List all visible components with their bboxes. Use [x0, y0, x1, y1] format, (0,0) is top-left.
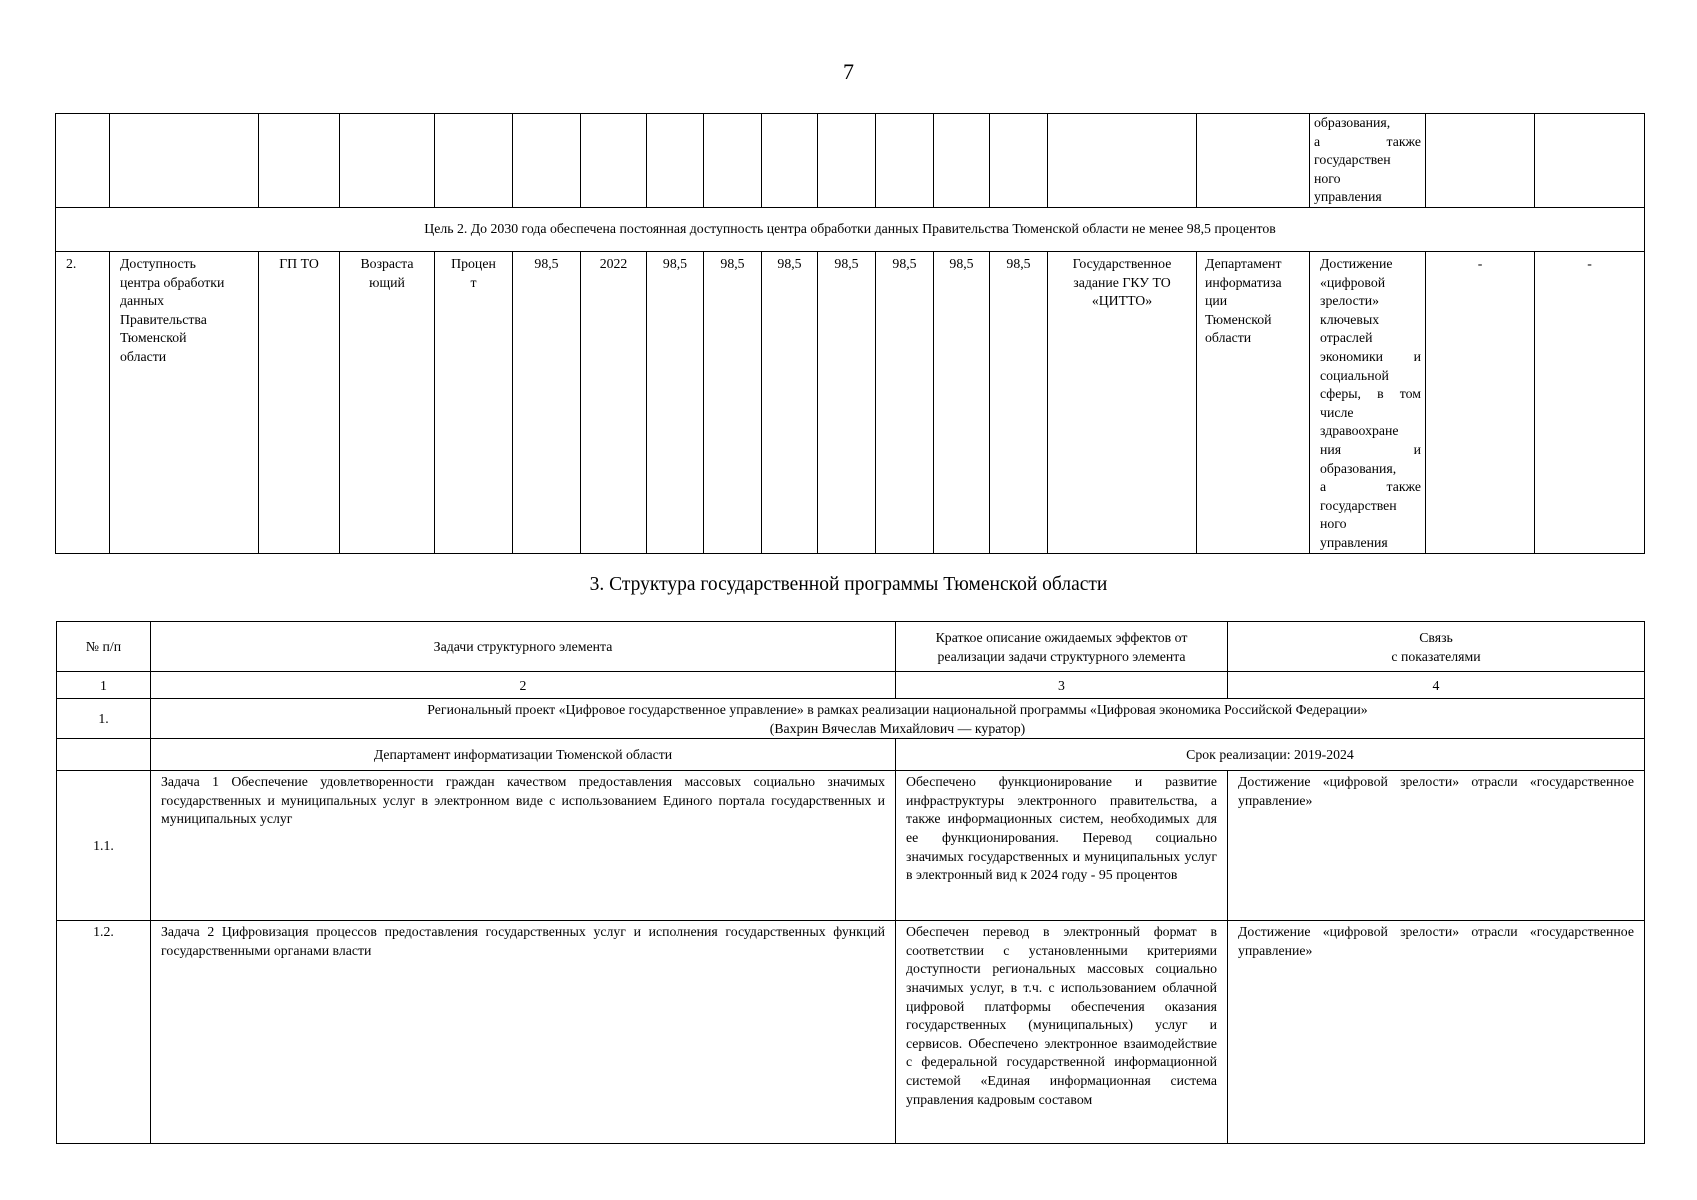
task-effect-text: Обеспечен перевод в электронный формат в соответствии с установленными критериями доступности региональных массовых социально значимых услуг, в т.ч. с использованием облачной цифровой платформы обеспечения оказания государственных (муниципальных) услуг и сервисов. Обеспечено электронное взаимодействие с федеральной государственной информационной системой «Единая информационная система управления кадровым составом	[906, 924, 1217, 1107]
text-line: Процен	[451, 256, 496, 271]
column-number: 4	[1228, 672, 1645, 699]
text-line: управления	[1314, 189, 1382, 205]
text-line: с показателями	[1391, 648, 1481, 664]
text-line: Тюменской	[1205, 311, 1272, 327]
year-value: 98,5	[990, 252, 1048, 554]
text-line: ного	[1314, 170, 1341, 186]
cell	[259, 114, 340, 208]
goal-row	[56, 208, 1645, 252]
cell	[57, 739, 151, 771]
text-line: социальной	[1320, 367, 1389, 383]
indicators-table	[55, 113, 1645, 554]
task-row	[57, 771, 1645, 921]
text-line: государствен	[1314, 152, 1391, 168]
column-numbers-row	[57, 672, 1645, 699]
text-line: сферы, в том	[1320, 386, 1421, 402]
text-line: (Вахрин Вячеслав Михайлович — куратор)	[769, 720, 1026, 736]
year-value: 98,5	[818, 252, 876, 554]
info-system: -	[1426, 252, 1535, 554]
text-line: а также	[1320, 479, 1421, 495]
goal-text: Цель 2. До 2030 года обеспечена постоянная доступность центра обработки данных Правительства Тюменской области не менее 98,5 процентов	[56, 208, 1645, 252]
indicator-level: ГП ТО	[259, 252, 340, 554]
cell	[1197, 114, 1310, 208]
text-line: ющий	[369, 274, 405, 290]
cell	[934, 114, 990, 208]
task-number: 1.2.	[57, 921, 151, 1144]
cell	[340, 114, 435, 208]
cell	[990, 114, 1048, 208]
indicator-trend	[340, 252, 435, 554]
structure-table	[56, 621, 1645, 1144]
header-effects	[896, 622, 1228, 672]
page-number: 7	[843, 59, 854, 84]
text-line: Государственное	[1072, 256, 1172, 271]
project-row	[57, 699, 1645, 739]
task-effect: Обеспечено функционирование и развитие инфраструктуры электронного правительства, а также информационных систем, необходимых для ее функционирования. Перевод социально значимых государственных и муниципальных услуг в электронный вид к 2024 году - 95 процентов	[896, 771, 1228, 921]
project-number: 1.	[57, 699, 151, 739]
text-line: ния и	[1320, 441, 1421, 457]
text-line: данных	[120, 293, 165, 309]
text-line: т	[470, 274, 477, 290]
indicators-continuation-row	[56, 114, 1645, 208]
column-number: 3	[896, 672, 1228, 699]
text-line: а также	[1314, 133, 1421, 149]
text-line: экономики и	[1320, 348, 1421, 364]
row-number: 2.	[56, 252, 110, 554]
text-line: реализации задачи структурного элемента	[937, 648, 1186, 664]
extra-column: -	[1535, 252, 1645, 554]
text-line: зрелости»	[1320, 293, 1380, 309]
department-row	[57, 739, 1645, 771]
text-line: образования,	[1320, 460, 1397, 476]
text-line: Департамент	[1205, 256, 1282, 271]
text-line: Возраста	[360, 256, 414, 271]
text-line: образования,	[1314, 115, 1391, 130]
text-line: Доступность	[120, 256, 196, 271]
cell	[704, 114, 762, 208]
indicator-link	[1310, 252, 1426, 554]
project-title	[151, 699, 1645, 739]
text-line: Связь	[1419, 629, 1453, 645]
document-basis	[1048, 252, 1197, 554]
column-number: 2	[151, 672, 896, 699]
task-text: Задача 1 Обеспечение удовлетворенности граждан качеством предоставления массовых социально значимых государственных и муниципальных услуг в электронном виде с использованием Единого портала государственных и муниципальных услуг	[151, 771, 896, 921]
year-value: 98,5	[762, 252, 818, 554]
text-line: Региональный проект «Цифровое государственное управление» в рамках реализации национальной программы «Цифровая экономика Российской Федерации»	[427, 702, 1368, 717]
header-tasks: Задачи структурного элемента	[151, 622, 896, 672]
cell	[1535, 114, 1645, 208]
year-value: 98,5	[647, 252, 704, 554]
text-line: Достижение	[1320, 256, 1393, 271]
cell	[513, 114, 581, 208]
section-title: 3. Структура государственной программы Тюменской области	[589, 574, 1108, 595]
header-row	[57, 622, 1645, 672]
cell	[818, 114, 876, 208]
column-number: 1	[57, 672, 151, 699]
task-number: 1.1.	[57, 771, 151, 921]
task-link: Достижение «цифровой зрелости» отрасли «государственное управление»	[1228, 771, 1645, 921]
base-year: 2022	[581, 252, 647, 554]
indicator-unit	[435, 252, 513, 554]
header-link	[1228, 622, 1645, 672]
task-link: Достижение «цифровой зрелости» отрасли «государственное управление»	[1228, 921, 1645, 1144]
text-line: ного	[1320, 516, 1347, 532]
text-line: области	[120, 348, 167, 364]
text-line: центра обработки	[120, 274, 225, 290]
year-value: 98,5	[934, 252, 990, 554]
text-line: задание ГКУ ТО	[1073, 274, 1171, 290]
text-line: области	[1205, 330, 1252, 346]
text-line: информатиза	[1205, 274, 1282, 290]
cell	[56, 114, 110, 208]
text-line: ключевых	[1320, 311, 1380, 327]
responsible-body	[1197, 252, 1310, 554]
text-line: Краткое описание ожидаемых эффектов от	[935, 629, 1188, 645]
text-line: «цифровой	[1320, 274, 1386, 290]
year-value: 98,5	[704, 252, 762, 554]
task-effect	[896, 921, 1228, 1144]
header-num: № п/п	[57, 622, 151, 672]
link-cell-continued	[1310, 114, 1426, 208]
text-line: ции	[1205, 293, 1228, 309]
cell	[1426, 114, 1535, 208]
task-row	[57, 921, 1645, 1144]
cell	[876, 114, 934, 208]
cell	[435, 114, 513, 208]
cell	[647, 114, 704, 208]
responsible-department: Департамент информатизации Тюменской области	[151, 739, 896, 771]
text-line: Тюменской	[120, 330, 187, 346]
text-line: здравоохране	[1320, 423, 1399, 439]
base-value: 98,5	[513, 252, 581, 554]
implementation-term: Срок реализации: 2019-2024	[896, 739, 1645, 771]
cell	[581, 114, 647, 208]
text-line: управления	[1320, 534, 1388, 550]
text-line: Правительства	[120, 311, 207, 327]
cell	[110, 114, 259, 208]
cell	[762, 114, 818, 208]
text-line: числе	[1320, 404, 1354, 420]
text-line: «ЦИТТО»	[1091, 293, 1153, 309]
indicator-row	[56, 252, 1645, 554]
year-value: 98,5	[876, 252, 934, 554]
task-text: Задача 2 Цифровизация процессов предоставления государственных услуг и исполнения государственных функций государственными органами власти	[151, 921, 896, 1144]
text-line: отраслей	[1320, 330, 1373, 346]
indicator-name	[110, 252, 259, 554]
cell	[1048, 114, 1197, 208]
text-line: государствен	[1320, 497, 1397, 513]
